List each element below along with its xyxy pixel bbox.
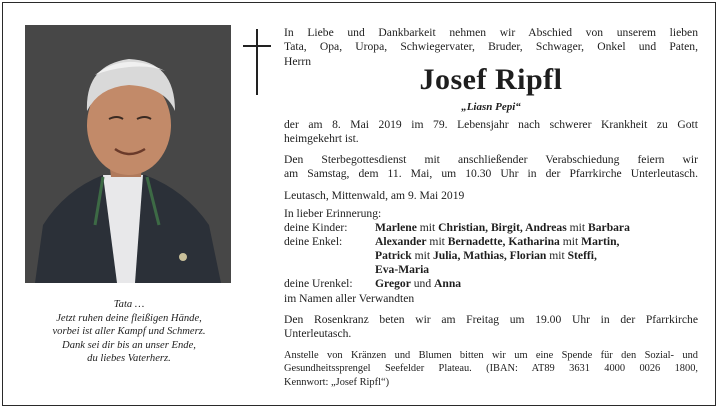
place-date-text: Leutasch, Mittenwald, am 9. Mai 2019 xyxy=(284,189,465,202)
donation-line: Gesundheitssprengel Seefelder Plateau. (IBAN: AT89 3631 4000 0026 1800, xyxy=(284,363,698,375)
great-grandchildren-label: deine Urenkel: xyxy=(284,277,353,291)
intro-line: Tata, Opa, Uropa, Schwiegervater, Bruder, Schwager, Onkel und Paten, xyxy=(284,40,698,54)
death-line: heimgekehrt ist. xyxy=(284,132,359,146)
nickname: „Liasn Pepi“ xyxy=(461,101,521,113)
poem-line: du liebes Vaterherz. xyxy=(87,353,171,365)
relatives-note: im Namen aller Verwandten xyxy=(284,291,415,305)
grandchildren-names: Alexander mit Bernadette, Katharina mit Martin, xyxy=(375,235,620,249)
death-line: der am 8. Mai 2019 im 79. Lebensjahr nach schwerer Krankheit zu Gott xyxy=(284,118,698,131)
intro-line: In Liebe und Dankbarkeit nehmen wir Abschied von unserem lieben xyxy=(284,26,698,39)
great-grandchildren-names: Gregor und Anna xyxy=(375,277,462,291)
rosary-line: Unterleutasch. xyxy=(284,327,352,341)
service-notice xyxy=(284,153,698,182)
grandchildren-names: Patrick mit Julia, Mathias, Florian mit Steffi, xyxy=(375,249,597,263)
poem-line: vorbei ist aller Kampf und Schmerz. xyxy=(52,326,206,338)
service-line: Den Sterbegottesdienst mit anschließender Verabschiedung feiern wir xyxy=(284,153,698,166)
death-notice xyxy=(284,118,698,147)
children-names: Marlene mit Christian, Birgit, Andreas mit Barbara xyxy=(375,221,630,235)
service-line: am Samstag, dem 11. Mai, um 10.30 Uhr in der Pfarrkirche Unterleutasch. xyxy=(284,167,698,181)
memorial-poem xyxy=(10,298,248,366)
portrait-photo xyxy=(25,25,231,283)
donation-line: Kennwort: „Josef Ripfl“) xyxy=(284,376,390,388)
rosary-notice xyxy=(284,313,698,342)
place-date xyxy=(284,189,698,203)
donation-notice xyxy=(284,349,698,389)
intro-line: Herrn xyxy=(284,54,312,68)
children-label: deine Kinder: xyxy=(284,221,348,235)
portrait-image xyxy=(25,25,231,283)
poem-line: Dank sei dir bis an unser Ende, xyxy=(62,339,196,351)
rosary-line: Den Rosenkranz beten wir am Freitag um 19.00 Uhr in der Pfarrkirche xyxy=(284,313,698,326)
cross-icon xyxy=(243,29,271,95)
poem-line: Tata … xyxy=(113,299,145,310)
memory-heading: In lieber Erinnerung: xyxy=(284,207,382,220)
grandchildren-names: Eva-Maria xyxy=(375,263,430,277)
poem-line: Jetzt ruhen deine fleißigen Hände, xyxy=(56,312,202,324)
grandchildren-label: deine Enkel: xyxy=(284,235,343,249)
deceased-name: Josef Ripfl xyxy=(419,63,563,96)
donation-line: Anstelle von Kränzen und Blumen bitten wir um eine Spende für den Sozial- und xyxy=(284,350,698,361)
family-list xyxy=(284,207,698,306)
